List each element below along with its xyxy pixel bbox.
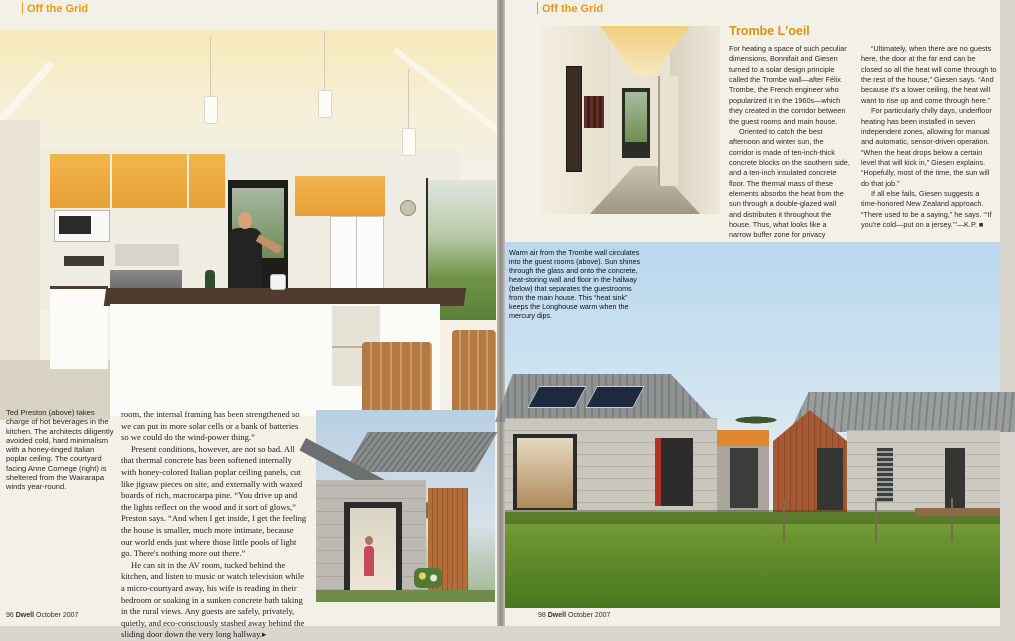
pendant-light bbox=[402, 128, 416, 156]
paragraph: He can sit in the AV room, tucked behind the kitchen, and listen to music or watch television while a micro-courtyard away, his wife is reading in their bedroom or soaking in a sunken concrete bath taking in the rural views. Any guests are safely, privately, quietly, and eco-consciously stashed away behind the sliding door down the very long hallway.▸ bbox=[121, 559, 305, 640]
paragraph: For particularly chilly days, underfloor heating has been installed in seven independent zones, allowing for manual and automatic, sensor-driven operation. “When the heat drops below a certain level that will kick in,” Giesen explains. “Hopefully, most of the time, the sun will do that job.” bbox=[861, 106, 992, 188]
wall-art bbox=[584, 96, 604, 128]
corridor-photo bbox=[540, 26, 720, 214]
left-page bbox=[0, 0, 497, 640]
paragraph: “Ultimately, when there are no guests here, the door at the far end can be closed so all the heat will come through to the rest of the house,” Giesen says. “And because it's a lower ceiling, the heat will want to rise up and come through here.” bbox=[861, 44, 997, 105]
paragraph: If all else fails, Giesen suggests a time-honored New Zealand approach. “There used to be a saying,” he says. “‘If you're cold—put on a jersey.’”—K.P. ■ bbox=[861, 189, 992, 230]
section-tag-right: Off the Grid bbox=[537, 2, 603, 15]
wall-art bbox=[566, 66, 582, 172]
kitchen-photo bbox=[0, 30, 496, 388]
sidebar-heading: Trombe L'oeil bbox=[729, 24, 810, 38]
pendant-light bbox=[204, 96, 218, 124]
chair bbox=[362, 342, 432, 412]
section-tag-left: Off the Grid bbox=[22, 2, 88, 15]
sidebar-column-2 bbox=[861, 44, 997, 230]
body-text-left bbox=[121, 409, 307, 641]
lawn bbox=[505, 512, 1000, 608]
paragraph: For heating a space of such peculiar dimensions, Bonnifait and Giesen turned to a solar design principle called the Trombe wall—after Félix Trombe, the French engineer who popularized it in the 1960s—which they created in the corridor between the guest rooms and main house. bbox=[729, 44, 847, 126]
courtyard-photo bbox=[316, 410, 495, 602]
sidebar-column-1 bbox=[729, 44, 850, 251]
wall-clock bbox=[400, 200, 416, 216]
microwave bbox=[54, 210, 110, 242]
chair bbox=[452, 330, 496, 410]
paragraph: Oriented to catch the best afternoon and winter sun, the corridor is made of ten-inch-thick concrete blocks on the southern side, and a ten-inch insulated concrete floor. The thermal mass of these elements absorbs the heat from the sun through a double-glazed wall and distributes it throughout the house. Thus, what looks like a narrow buffer zone for privacy bbox=[729, 126, 850, 240]
spread-gutter bbox=[497, 0, 505, 626]
right-page bbox=[505, 0, 1000, 626]
paragraph: Present conditions, however, are not so bad. All that thermal concrete has been softened internally with honey-colored Italian poplar ceiling panels, cut like jigsaw pieces on site, and externally with waxed boards of rich, macrocarpa pine. “You drive up and the lights reflect on the wood and it sort of glows,” Preston says. “And when I get inside, I get the feeling the house is smaller, much more intimate, because our world ends just where those little pools of light go. There's nothing more out there.” bbox=[121, 443, 307, 559]
pendant-light bbox=[318, 90, 332, 118]
paragraph: room, the internal framing has been strengthened so we can put in more solar cells or a bank of batteries so we could do the wind-power thing.” bbox=[121, 409, 300, 443]
folio-left: 96 Dwell October 2007 bbox=[6, 612, 79, 619]
photo-caption-left: Ted Preston (above) takes charge of hot beverages in the kitchen. The architects diligently avoided cold, hard minimalism with a honey-tinged Italian poplar ceiling. The courtyard facing Anne Cornege (right) is sheltered from the Wairarapa winds year-round. bbox=[6, 408, 114, 491]
folio-right: 98 Dwell October 2007 bbox=[538, 612, 611, 619]
person-figure bbox=[364, 546, 374, 576]
photo-caption-right: Warm air from the Trombe wall circulates into the guest rooms (above). Sun shines through the glass and onto the concrete, heat-storing wall and floor in the hallway (below) that separates the guestrooms from the main house. This “heat sink” keeps the Longhouse warm when the mercury dips. bbox=[509, 248, 641, 321]
